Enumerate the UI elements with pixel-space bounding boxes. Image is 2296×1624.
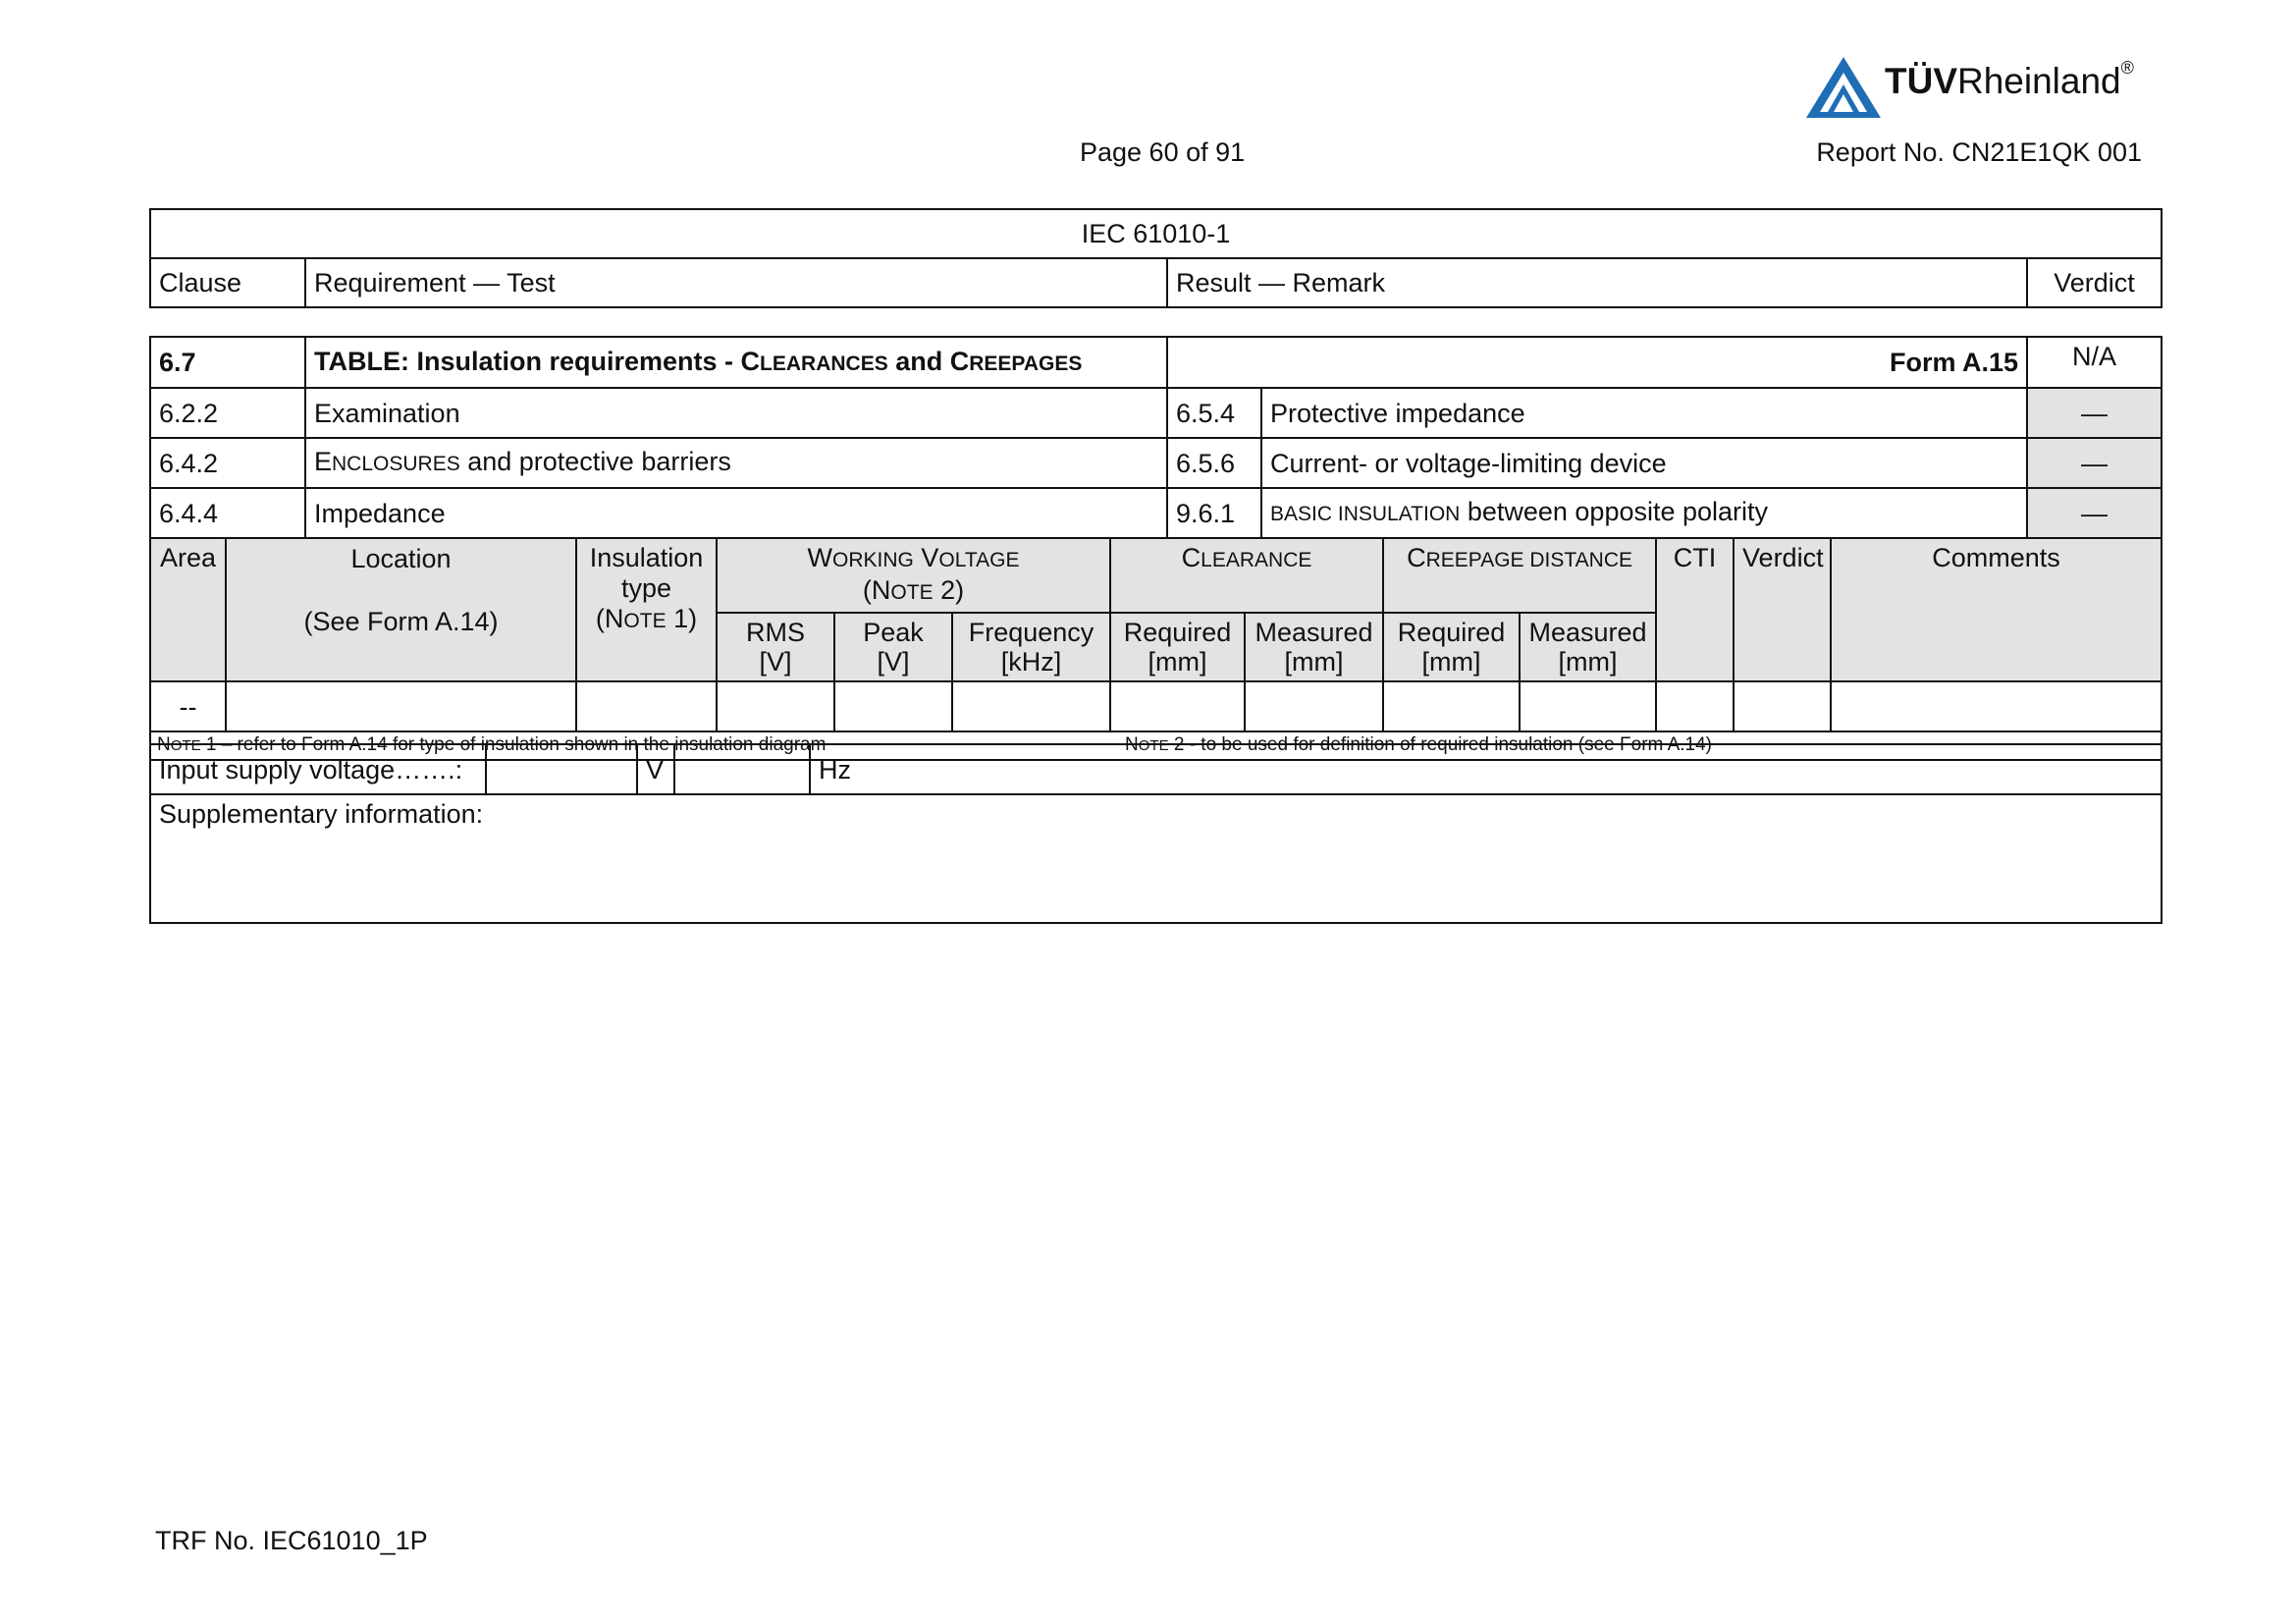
col-clearance-required: Required [mm] bbox=[1110, 613, 1245, 681]
ref-verdict: — bbox=[2027, 488, 2162, 538]
col-result: Result — Remark bbox=[1167, 258, 2027, 307]
voltage-unit: V bbox=[637, 744, 674, 794]
col-clause: Clause bbox=[150, 258, 305, 307]
col-peak: Peak [V] bbox=[834, 613, 952, 681]
form-number: Form A.15 bbox=[1167, 337, 2027, 388]
company-logo-text: TÜVRheinland® bbox=[1885, 58, 2134, 101]
ref-text: ENCLOSURES and protective barriers bbox=[305, 438, 1167, 488]
ref-verdict: — bbox=[2027, 388, 2162, 438]
col-rms: RMS [V] bbox=[717, 613, 834, 681]
col-creepage-distance: CREEPAGE DISTANCE bbox=[1383, 538, 1656, 613]
form-verdict: N/A bbox=[2027, 337, 2162, 388]
ref-text: Current- or voltage-limiting device bbox=[1261, 438, 2027, 488]
col-location: Location (See Form A.14) bbox=[226, 538, 576, 681]
ref-text: Impedance bbox=[305, 488, 1167, 538]
row-insulation-type bbox=[576, 681, 717, 731]
col-clearance-measured: Measured [mm] bbox=[1245, 613, 1383, 681]
row-clearance-required bbox=[1110, 681, 1245, 731]
row-rms bbox=[717, 681, 834, 731]
form-title: TABLE: Insulation requirements - CLEARANCES and CREEPAGES bbox=[305, 337, 1167, 388]
note-2: NOTE 2 - to be used for definition of required insulation (see Form A.14) bbox=[1125, 734, 1712, 755]
col-creepage-required: Required [mm] bbox=[1383, 613, 1520, 681]
form-clause: 6.7 bbox=[150, 337, 305, 388]
page-number: Page 60 of 91 bbox=[1080, 137, 1246, 167]
ref-clause: 6.5.4 bbox=[1167, 388, 1261, 438]
ref-text: BASIC INSULATION between opposite polarity bbox=[1261, 488, 2027, 538]
ref-clause: 6.5.6 bbox=[1167, 438, 1261, 488]
measurement-table bbox=[149, 537, 2163, 761]
trf-number: TRF No. IEC61010_1P bbox=[155, 1526, 428, 1555]
ref-text: Examination bbox=[305, 388, 1167, 438]
row-peak bbox=[834, 681, 952, 731]
tuv-logo-icon bbox=[1804, 55, 1883, 120]
col-working-voltage: WORKING VOLTAGE (NOTE 2) bbox=[717, 538, 1110, 613]
col-creepage-measured: Measured [mm] bbox=[1520, 613, 1656, 681]
frequency-unit: Hz bbox=[810, 744, 2162, 794]
row-comments bbox=[1831, 681, 2162, 731]
col-verdict: Verdict bbox=[1734, 538, 1831, 681]
ref-clause: 9.6.1 bbox=[1167, 488, 1261, 538]
standard-header-table bbox=[149, 208, 2163, 308]
row-creepage-measured bbox=[1520, 681, 1656, 731]
col-comments: Comments bbox=[1831, 538, 2162, 681]
ref-clause: 6.2.2 bbox=[150, 388, 305, 438]
note-1: NOTE 1 – refer to Form A.14 for type of insulation shown in the insulation diagram bbox=[157, 734, 827, 755]
col-cti: CTI bbox=[1656, 538, 1734, 681]
col-requirement: Requirement — Test bbox=[305, 258, 1167, 307]
input-frequency-value bbox=[674, 744, 810, 794]
ref-verdict: — bbox=[2027, 438, 2162, 488]
ref-text: Protective impedance bbox=[1261, 388, 2027, 438]
col-verdict: Verdict bbox=[2027, 258, 2162, 307]
input-supply-label: Input supply voltage…….: bbox=[150, 744, 486, 794]
row-cti bbox=[1656, 681, 1734, 731]
col-area: Area bbox=[150, 538, 226, 681]
row-clearance-measured bbox=[1245, 681, 1383, 731]
col-insulation-type: Insulation type (NOTE 1) bbox=[576, 538, 717, 681]
row-creepage-required bbox=[1383, 681, 1520, 731]
col-frequency: Frequency [kHz] bbox=[952, 613, 1110, 681]
col-clearance: CLEARANCE bbox=[1110, 538, 1383, 613]
row-frequency bbox=[952, 681, 1110, 731]
row-location bbox=[226, 681, 576, 731]
ref-clause: 6.4.2 bbox=[150, 438, 305, 488]
report-number: Report No. CN21E1QK 001 bbox=[1816, 137, 2142, 167]
supplementary-information: Supplementary information: bbox=[150, 794, 2162, 923]
input-voltage-value bbox=[486, 744, 637, 794]
form-table-header bbox=[149, 336, 2163, 539]
standard-name: IEC 61010-1 bbox=[150, 209, 2162, 258]
input-supply-table bbox=[149, 743, 2163, 924]
ref-clause: 6.4.4 bbox=[150, 488, 305, 538]
row-verdict bbox=[1734, 681, 1831, 731]
row-area: -- bbox=[150, 681, 226, 731]
